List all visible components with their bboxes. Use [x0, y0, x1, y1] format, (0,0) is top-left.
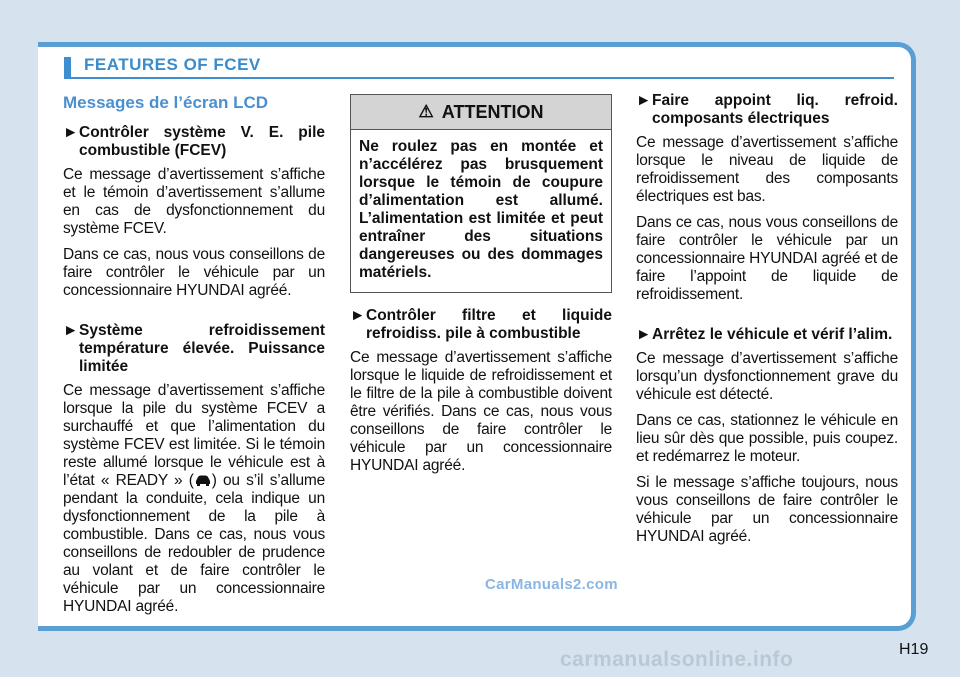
triangle-right-icon: ►	[636, 326, 652, 343]
paragraph: Dans ce cas, nous vous conseillons de faire contrôler le véhicule par un concessionnaire HYUNDAI agréé.	[63, 246, 325, 299]
paragraph: Ce message d’avertissement s’affiche lorsque le niveau de liquide de refroidissement des composants électriques est bas.	[636, 134, 898, 205]
paragraph: Ce message d’avertissement s’affiche et le témoin d’avertissement s’allume en cas de dysfonctionnement du système FCEV.	[63, 166, 325, 237]
header-divider	[64, 77, 894, 79]
paragraph: Si le message s’affiche toujours, nous vous conseillons de faire contrôler le véhicule par un concessionnaire HYUNDAI agréé.	[636, 474, 898, 545]
watermark-link[interactable]: CarManuals2.com	[485, 576, 618, 593]
attention-box	[350, 94, 612, 293]
header-title: FEATURES OF FCEV	[84, 55, 261, 74]
attention-body: Ne roulez pas en montée et n’accélérez pas brusquement lorsque le témoin de coupure d’alimentation est allumé. L’alimentation est limitée et peut entraîner des situations dangereuses ou des dommages matériels.	[359, 138, 603, 281]
paragraph: Ce message d’avertissement s’affiche lorsque le liquide de refroidissement et le filtre de la pile à combustible doivent être vérifiés. Dans ce cas, nous vous conseillons de faire contrôler le véhicule par un concessionnaire HYUNDAI agréé.	[350, 349, 612, 474]
column-2	[350, 92, 612, 483]
attention-header	[351, 95, 611, 130]
item-heading: ►Faire appoint liq. refroid. composants électriques	[636, 92, 898, 127]
triangle-right-icon: ►	[350, 307, 366, 324]
bottom-watermark: carmanualsonline.info	[560, 648, 794, 671]
paragraph: Dans ce cas, stationnez le véhicule en lieu sûr dès que possible, puis coupez. et redémarrez le moteur.	[636, 412, 898, 465]
item-heading: ►Arrêtez le véhicule et vérif l’alim.	[636, 326, 893, 343]
item-heading: ►Contrôler filtre et liquide refroidiss. pile à combustible	[350, 307, 612, 342]
car-ready-icon	[194, 474, 212, 486]
paragraph: Ce message d’avertissement s’affiche lorsqu’un dysfonctionnement grave du véhicule est détecté.	[636, 350, 898, 403]
warning-triangle-icon: ⚠	[418, 102, 434, 121]
triangle-right-icon: ►	[636, 92, 652, 109]
column-3	[636, 92, 898, 554]
section-title: Messages de l’écran LCD	[63, 93, 269, 112]
item-heading: ►Contrôler système V. E. pile combustible (FCEV)	[63, 124, 325, 159]
header-accent-bar	[64, 57, 71, 77]
triangle-right-icon: ►	[63, 322, 79, 339]
column-1	[63, 92, 325, 624]
attention-title: ATTENTION	[441, 102, 544, 122]
item-heading: ►Système refroidissement température élevée. Puissance limitée	[63, 322, 325, 375]
paragraph: Dans ce cas, nous vous conseillons de faire contrôler le véhicule par un concessionnaire HYUNDAI agréé et de faire l’appoint de liquide de refroidissement.	[636, 214, 898, 303]
page-number: H19	[899, 641, 929, 658]
triangle-right-icon: ►	[63, 124, 79, 141]
paragraph: Ce message d’avertissement s’affiche lorsque la pile du système FCEV a surchauffé et que l’alimentation du système FCEV est limitée. Si le témoin reste allumé lorsque le véhicule est à l’état « READY » ( ) ou s’il s’allume pendant la conduite, cela indique un dysfonctionnement de la pile à combustible. Dans ce cas, nous vous conseillons de redoubler de prudence au volant et de faire contrôler le véhicule par un concessionnaire HYUNDAI agréé.	[63, 382, 325, 615]
